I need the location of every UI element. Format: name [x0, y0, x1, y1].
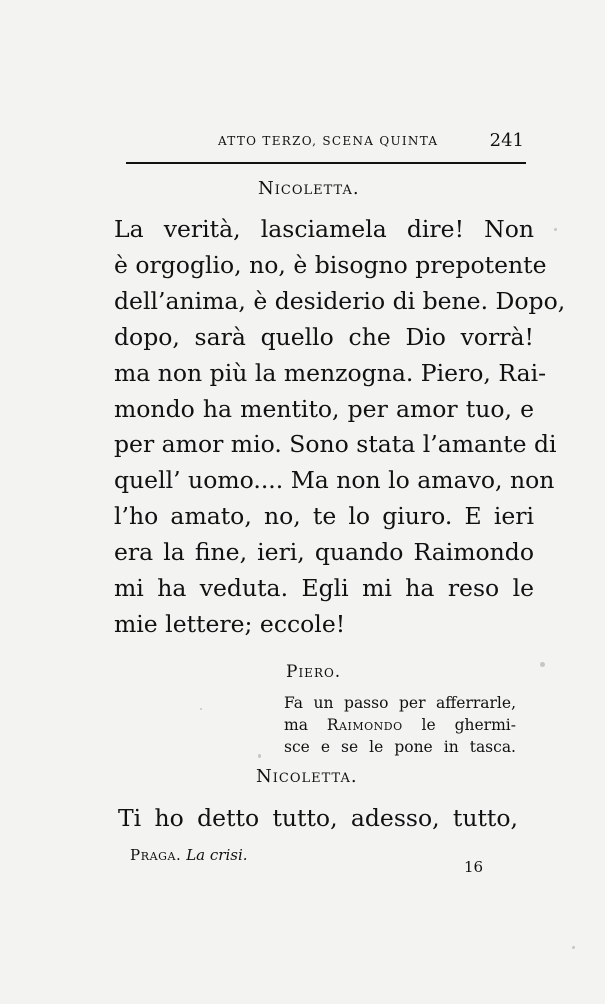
stage-direction-line — [284, 714, 516, 736]
paper-speck — [540, 662, 545, 667]
header-rule — [126, 162, 526, 164]
speech-line: ma non più la menzogna. Piero, Rai- — [114, 358, 547, 387]
footer-sheet-number: 16 — [464, 858, 484, 876]
speaker-name-nicoletta: Nicoletta. — [256, 766, 358, 787]
running-title: ATTO TERZO, SCENA QUINTA — [218, 134, 439, 148]
speech-nicoletta-continued: Ti ho detto tutto, adesso, tutto, — [118, 804, 518, 832]
speech-line: mondo ha mentito, per amor tuo, e — [114, 394, 534, 423]
speech-line: mi ha veduta. Egli mi ha reso le — [114, 574, 534, 603]
paper-speck — [258, 754, 261, 758]
character-name-raimondo: Raimondo — [326, 716, 403, 734]
page-number: 241 — [489, 130, 524, 151]
speech-line: l’ho amato, no, te lo giuro. E ieri — [114, 502, 534, 531]
footer-work-title: La crisi. — [186, 846, 248, 864]
stage-direction-text: ma — [284, 716, 327, 734]
stage-direction-text: le ghermi- — [402, 716, 516, 734]
stage-direction — [284, 692, 516, 758]
footer-signature — [130, 846, 248, 864]
speech-line: era la fine, ieri, quando Raimondo — [114, 538, 534, 567]
stage-direction-line: Fa un passo per afferrarle, — [284, 694, 516, 712]
speech-line: per amor mio. Sono stata l’amante di — [114, 430, 557, 459]
speech-line: dell’anima, è desiderio di bene. Dopo, — [114, 286, 566, 315]
speech-line: mie lettere; eccole! — [114, 609, 346, 638]
paper-speck — [554, 228, 557, 231]
speech-line: La verità, lasciamela dire! Non — [114, 215, 534, 243]
speech-line: dopo, sarà quello che Dio vorrà! — [114, 322, 534, 351]
footer-author: Praga. — [130, 846, 182, 864]
speaker-name-piero: Piero. — [286, 662, 342, 682]
speech-line: è orgoglio, no, è bisogno prepotente — [114, 250, 547, 279]
speech-line: quell’ uomo.... Ma non lo amavo, non — [114, 466, 555, 495]
speech-nicoletta — [114, 212, 566, 643]
speaker-name-nicoletta: Nicoletta. — [258, 178, 360, 199]
paper-speck — [572, 946, 575, 949]
running-head — [128, 130, 526, 154]
paper-speck — [200, 708, 202, 710]
stage-direction-line: sce e se le pone in tasca. — [284, 738, 516, 756]
